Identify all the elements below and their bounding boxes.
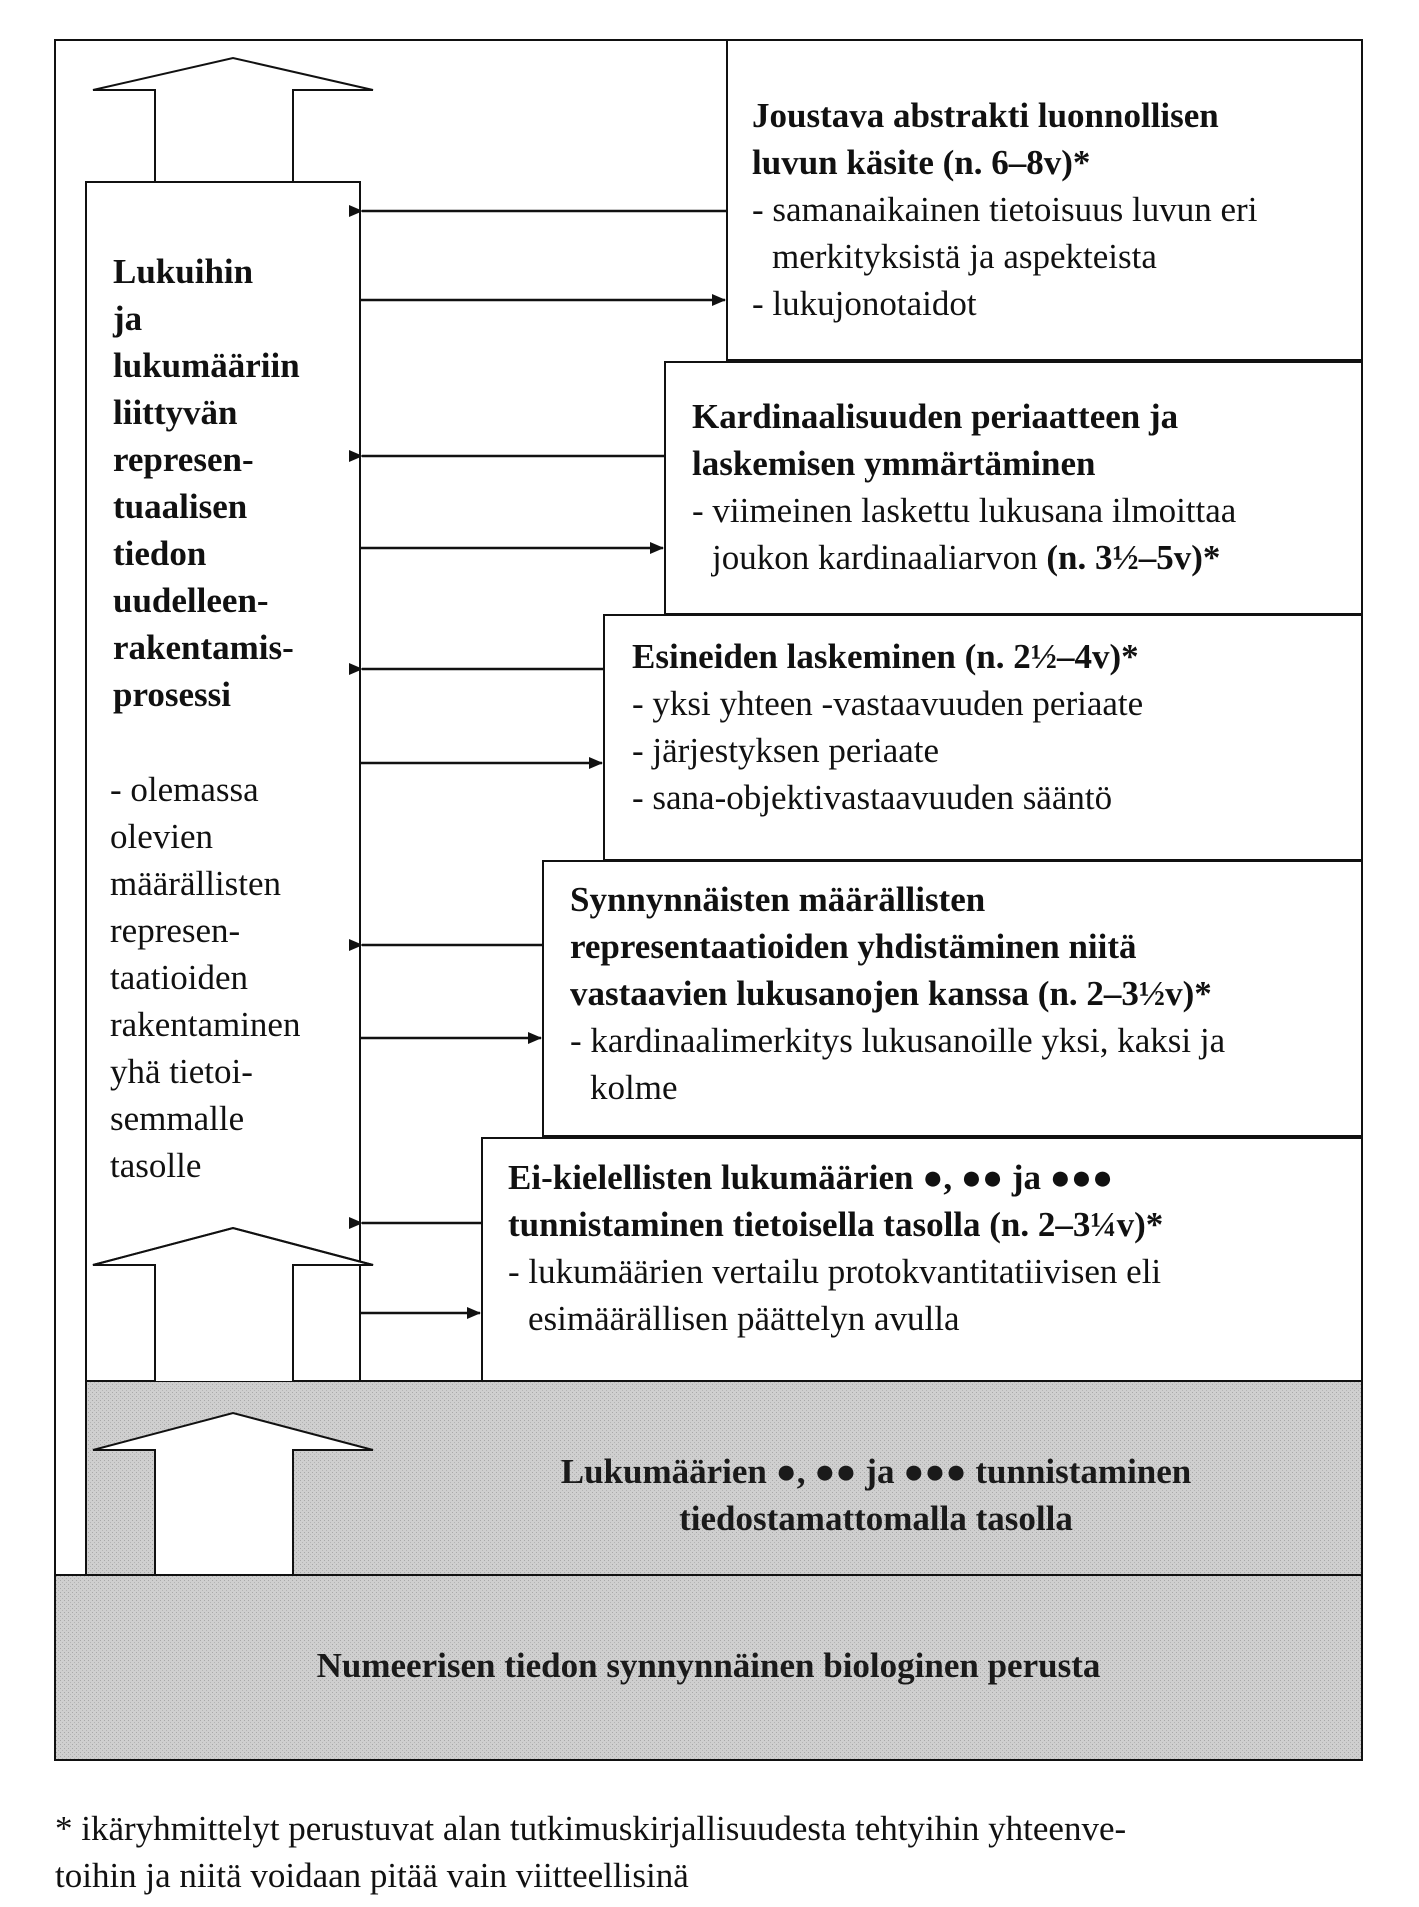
band-line: Lukumäärien ●, ●● ja ●●● tunnistaminen	[560, 1452, 1192, 1491]
stage-item: kolme	[590, 1068, 678, 1107]
band-line: Numeerisen tiedon synnynnäinen biologinen perusta	[316, 1646, 1101, 1685]
stage-2-text	[692, 393, 1236, 581]
column-body-line: semmalle	[110, 1099, 245, 1138]
column-body-line: tasolle	[110, 1146, 202, 1185]
stage-3-text	[632, 633, 1143, 821]
column-body-line: represen-	[110, 911, 241, 950]
column-heading-line: tiedon	[113, 534, 207, 573]
stage-item: - järjestyksen periaate	[632, 731, 940, 770]
footnote-line: toihin ja niitä voidaan pitää vain viitteellisinä	[55, 1856, 689, 1895]
stage-item: - sana-objektivastaavuuden sääntö	[632, 778, 1113, 817]
column-body-line: - olemassa	[110, 770, 259, 809]
stage-item	[692, 534, 1236, 581]
column-heading-line: rakentamis-	[113, 628, 294, 667]
stage-title: laskemisen ymmärtäminen	[692, 444, 1096, 483]
stage-item-text: joukon kardinaaliarvon	[712, 538, 1047, 577]
column-heading-line: prosessi	[113, 675, 231, 714]
stage-item: esimäärällisen päättelyn avulla	[528, 1299, 960, 1338]
stage-item: - viimeinen laskettu lukusana ilmoittaa	[692, 491, 1237, 530]
footnote	[55, 1805, 1375, 1899]
stage-item: - yksi yhteen -vastaavuuden periaate	[632, 684, 1144, 723]
biological-base-text	[55, 1642, 1362, 1689]
stage-title: Kardinaalisuuden periaatteen ja	[692, 397, 1179, 436]
unconscious-level-text	[390, 1448, 1362, 1542]
column-heading-line: lukumääriin	[113, 346, 300, 385]
stage-title: representaatioiden yhdistäminen niitä	[570, 927, 1137, 966]
column-heading	[113, 248, 300, 718]
band-line: tiedostamattomalla tasolla	[679, 1499, 1073, 1538]
column-body-line: yhä tietoi-	[110, 1052, 253, 1091]
column-body-line: olevien	[110, 817, 214, 856]
stage-title: Synnynnäisten määrällisten	[570, 880, 986, 919]
column-body-line: määrällisten	[110, 864, 282, 903]
stage-title: vastaavien lukusanojen kanssa (n. 2–3½v)*	[570, 974, 1212, 1013]
stage-title: Ei-kielellisten lukumäärien ●, ●● ja ●●●	[508, 1158, 1114, 1197]
column-heading-line: tuaalisen	[113, 487, 248, 526]
column-body-line: taatioiden	[110, 958, 249, 997]
column-body	[110, 766, 300, 1189]
stage-item: - lukumäärien vertailu protokvantitatiivisen eli	[508, 1252, 1162, 1291]
column-heading-line: liittyvän	[113, 393, 238, 432]
column-heading-line: uudelleen-	[113, 581, 269, 620]
stage-title: luvun käsite (n. 6–8v)*	[752, 143, 1091, 182]
stage-item: - kardinaalimerkitys lukusanoille yksi, kaksi ja	[570, 1021, 1226, 1060]
stage-title: tunnistaminen tietoisella tasolla (n. 2–3¼v)*	[508, 1205, 1164, 1244]
stage-5-text	[508, 1154, 1163, 1342]
column-body-line: rakentaminen	[110, 1005, 301, 1044]
column-heading-line: ja	[113, 299, 143, 338]
footnote-line: * ikäryhmittelyt perustuvat alan tutkimuskirjallisuudesta tehtyihin yhteenve-	[55, 1809, 1127, 1848]
stage-item: merkityksistä ja aspekteista	[772, 237, 1157, 276]
stage-title: Esineiden laskeminen (n. 2½–4v)*	[632, 637, 1139, 676]
stage-item: - lukujonotaidot	[752, 284, 977, 323]
column-heading-line: represen-	[113, 440, 254, 479]
stage-item: - samanaikainen tietoisuus luvun eri	[752, 190, 1258, 229]
stage-4-text	[570, 876, 1225, 1111]
stage-1-text	[752, 92, 1257, 327]
column-heading-line: Lukuihin	[113, 252, 254, 291]
stage-title: Joustava abstrakti luonnollisen	[752, 96, 1219, 135]
stage-age-range: (n. 3½–5v)*	[1046, 538, 1221, 577]
